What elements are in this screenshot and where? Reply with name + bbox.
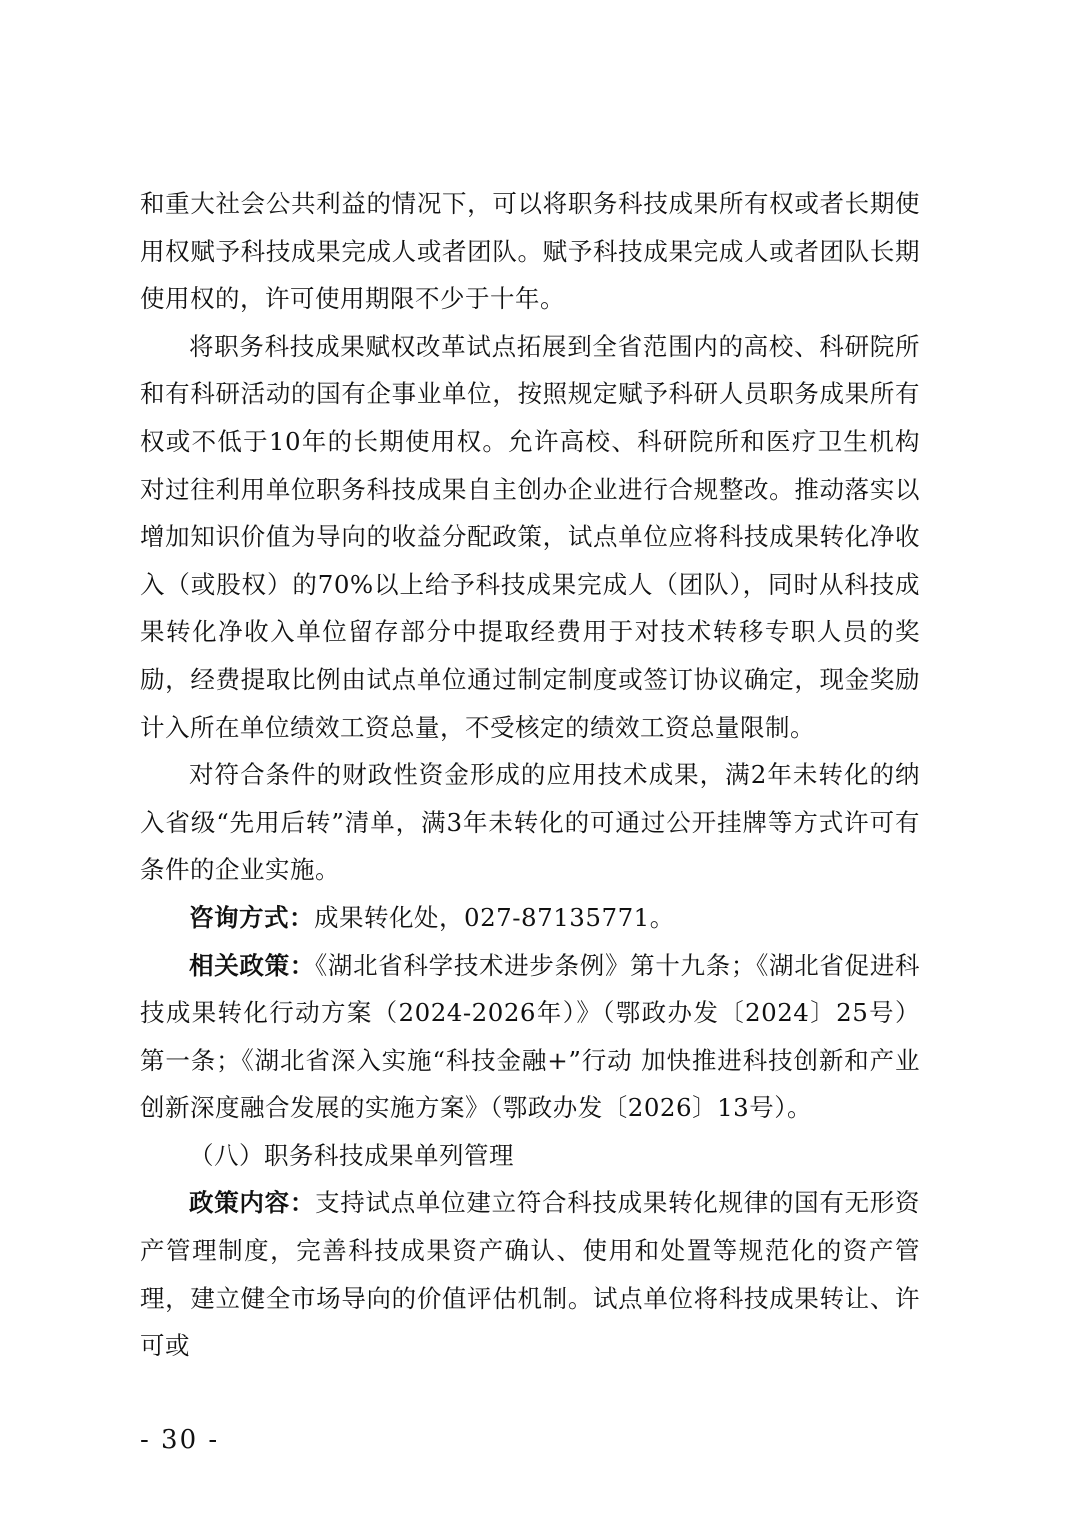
- content-text: 支持试点单位建立符合科技成果转化规律的国有无形资产管理制度，完善科技成果资产确认、使用和处置等规范化的资产管理，建立健全市场导向的价值评估机制。试点单位将科技成果转让、许可或: [140, 1188, 921, 1361]
- section-heading: （八）职务科技成果单列管理: [189, 1140, 514, 1170]
- body-text: [140, 180, 920, 1370]
- policy-label: 相关政策：: [189, 950, 315, 980]
- paragraph-use-first-transfer-later: 对符合条件的财政性资金形成的应用技术成果，满2年未转化的纳入省级“先用后转”清单，满3年未转化的可通过公开挂牌等方式许可有条件的企业实施。: [140, 760, 920, 885]
- consult-text: 成果转化处，027-87135771。: [314, 902, 675, 932]
- policy-content: [140, 1179, 920, 1369]
- paragraph-continuation: 和重大社会公共利益的情况下，可以将职务科技成果所有权或者长期使用权赋予科技成果完成人或者团队。赋予科技成果完成人或者团队长期使用权的，许可使用期限不少于十年。: [140, 189, 920, 314]
- content-label: 政策内容：: [189, 1188, 316, 1218]
- page-number: - 30 -: [140, 1425, 220, 1455]
- related-policy: [140, 942, 920, 1132]
- paragraph-empowerment-reform: 将职务科技成果赋权改革试点拓展到全省范围内的高校、科研院所和有科研活动的国有企事业单位，按照规定赋予科研人员职务成果所有权或不低于10年的长期使用权。允许高校、科研院所和医疗卫生机构对过往利用单位职务科技成果自主创办企业进行合规整改。推动落实以增加知识价值为导向的收益分配政策，试点单位应将科技成果转化净收入（或股权）的70%以上给予科技成果完成人（团队），同时从科技成果转化净收入单位留存部分中提取经费用于对技术转移专职人员的奖励，经费提取比例由试点单位通过制定制度或签订协议确定，现金奖励计入所在单位绩效工资总量，不受核定的绩效工资总量限制。: [140, 331, 920, 742]
- policy-text: 《湖北省科学技术进步条例》第十九条；《湖北省促进科技成果转化行动方案（2024-2026年）》（鄂政办发〔2024〕25号）第一条；《湖北省深入实施“科技金融+”行动 加快推进科技创新和产业创新深度融合发展的实施方案》（鄂政办发〔2026〕13号）。: [140, 950, 921, 1123]
- consult-method: [140, 894, 920, 942]
- consult-label: 咨询方式：: [189, 902, 314, 932]
